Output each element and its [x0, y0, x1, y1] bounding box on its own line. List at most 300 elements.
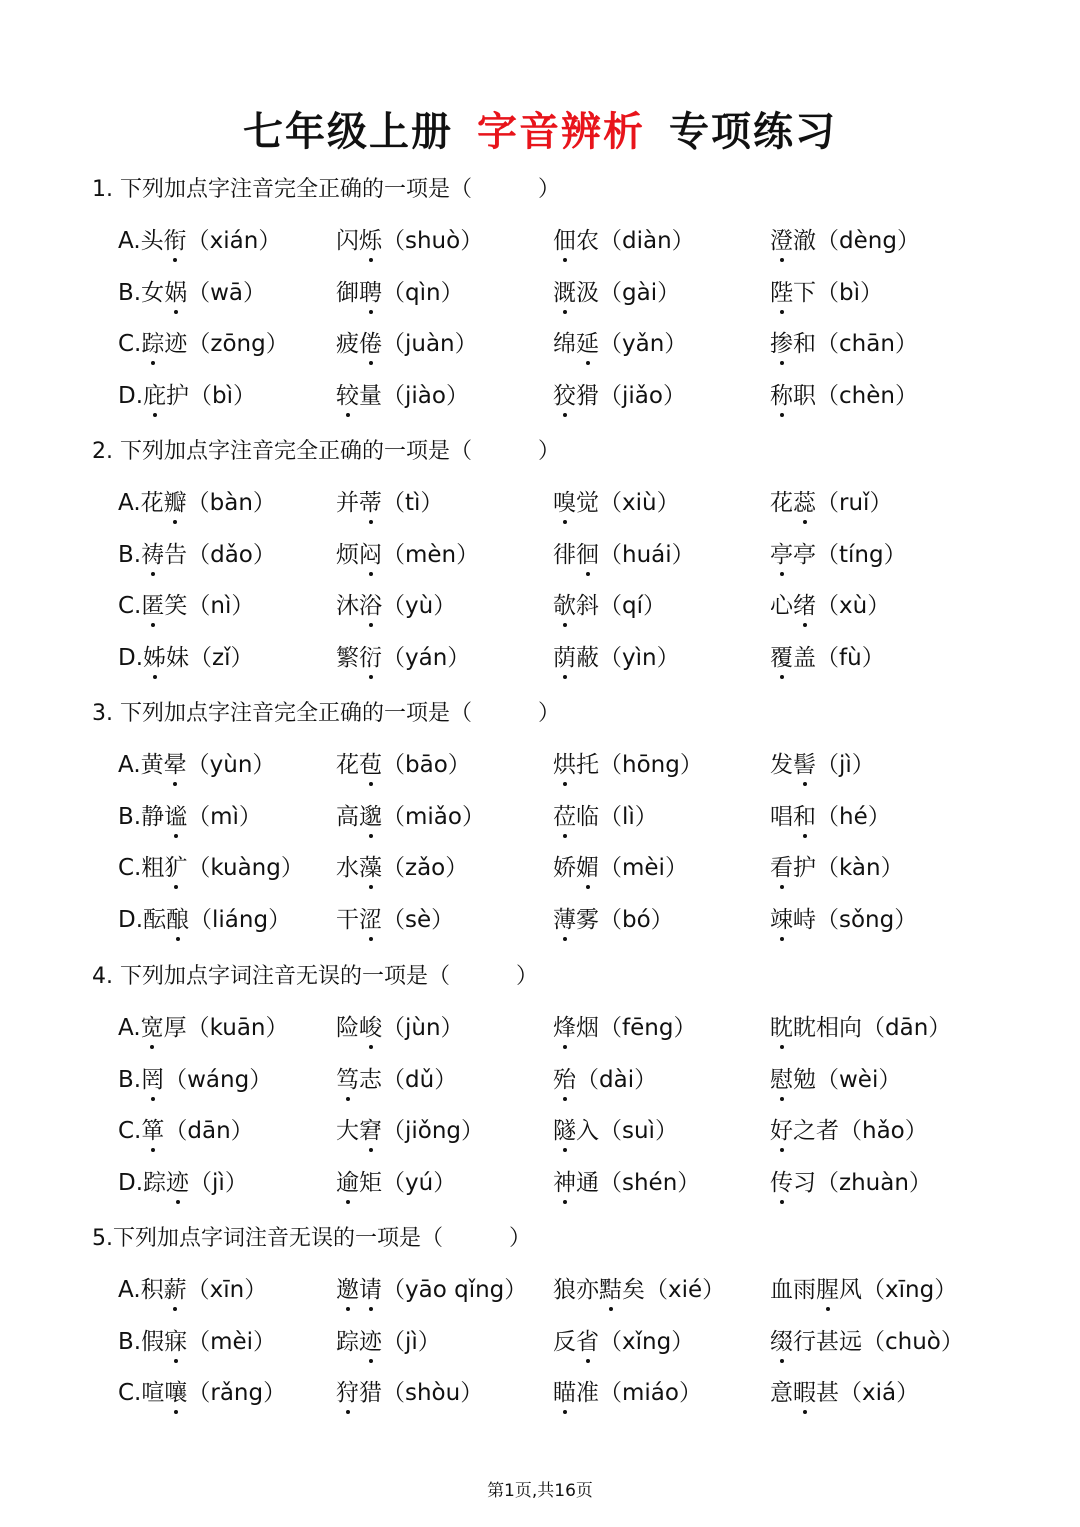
pinyin: hé	[839, 803, 868, 830]
pinyin: jùn	[405, 1015, 441, 1041]
pinyin: chèn	[839, 382, 895, 409]
pinyin: xié	[668, 1277, 703, 1303]
word-wrap	[143, 642, 189, 674]
paren-close: ）	[677, 1169, 701, 1196]
pinyin: suì	[622, 1118, 655, 1144]
emphasis-dot	[369, 834, 373, 838]
word: 覆盖	[770, 644, 816, 671]
word-wrap	[336, 1377, 382, 1409]
paren-close: ）	[461, 803, 485, 830]
emphasis-dot	[369, 1359, 373, 1363]
word-wrap	[336, 904, 382, 936]
word-wrap	[336, 801, 382, 833]
paren-close: ）	[662, 382, 686, 409]
paren-close: ）	[880, 855, 904, 881]
paren-open: （	[599, 490, 622, 516]
paren-open: （	[382, 1169, 405, 1196]
option-row	[118, 749, 875, 801]
word: 殆	[553, 1066, 576, 1093]
word-wrap	[141, 1377, 187, 1409]
word-wrap	[770, 1377, 839, 1409]
word: 绵延	[553, 331, 599, 357]
paren-close: ）	[860, 279, 883, 306]
paren-close: ）	[454, 331, 478, 357]
word-wrap	[143, 1167, 189, 1199]
word-wrap	[553, 749, 599, 781]
option-item	[336, 1377, 483, 1409]
paren-open: （	[382, 1380, 405, 1406]
pinyin: xīn	[209, 1277, 245, 1303]
word: 黄晕	[140, 752, 187, 778]
option-item	[553, 904, 674, 936]
paren-open: （	[839, 1118, 862, 1144]
word-wrap	[553, 1064, 576, 1096]
option-item	[553, 1064, 657, 1096]
option-item	[553, 1377, 702, 1409]
option-item	[336, 1064, 457, 1096]
emphasis-dot	[173, 520, 177, 524]
paren-open: （	[382, 752, 405, 778]
word: 女娲	[141, 279, 188, 306]
paren-close: ）	[252, 752, 276, 778]
paren-close: ）	[253, 1328, 277, 1355]
word: 踪迹	[141, 331, 188, 357]
paren-open: （	[862, 1015, 885, 1041]
word: 花苞	[336, 752, 382, 778]
emphasis-dot	[563, 834, 567, 838]
word: 眈眈相向	[770, 1015, 862, 1041]
option-item	[336, 1012, 464, 1044]
word: 粗犷	[141, 855, 188, 881]
pinyin: yìn	[622, 644, 657, 671]
option-item	[553, 1274, 725, 1306]
question-4	[92, 962, 952, 1218]
pinyin: bì	[212, 382, 234, 409]
word-wrap	[336, 1064, 382, 1096]
paren-open: （	[382, 331, 405, 357]
emphasis-dot	[563, 520, 567, 524]
option-label: B.	[118, 1066, 142, 1093]
word: 喧嚷	[141, 1380, 188, 1406]
paren-close: ）	[268, 906, 292, 933]
page-footer: 第1页,共16页	[487, 1481, 593, 1501]
pinyin: dài	[599, 1066, 635, 1093]
paren-open: （	[599, 382, 622, 409]
option-item	[336, 1115, 484, 1147]
word-wrap	[770, 1064, 816, 1096]
option-item	[770, 852, 904, 884]
word-wrap	[553, 852, 599, 884]
option-item	[770, 642, 885, 674]
paren-close: ）	[243, 279, 266, 306]
pinyin: nì	[210, 593, 232, 619]
word: 匿笑	[141, 593, 188, 619]
option-item	[770, 801, 891, 833]
emphasis-dot	[174, 1410, 178, 1414]
pinyin: dǎo	[210, 541, 253, 568]
option-item	[118, 225, 281, 257]
emphasis-dot	[803, 1410, 807, 1414]
emphasis-dot	[369, 885, 373, 889]
paren-close: ）	[504, 1277, 528, 1303]
word: 慰勉	[770, 1066, 816, 1093]
emphasis-dot	[174, 834, 178, 838]
emphasis-dot	[346, 1410, 350, 1414]
option-row	[118, 1115, 928, 1167]
paren-open: （	[599, 279, 622, 306]
word-wrap	[770, 749, 816, 781]
paren-open: （	[189, 906, 213, 933]
pinyin: juàn	[405, 331, 455, 357]
pinyin: shòu	[405, 1380, 461, 1406]
paren-open: （	[816, 906, 839, 933]
paren-close: ）	[244, 1277, 268, 1303]
word: 高邈	[336, 803, 382, 830]
word-wrap	[141, 1064, 164, 1096]
word: 娇媚	[553, 855, 599, 881]
pinyin: mèi	[622, 855, 665, 881]
word-wrap	[336, 1326, 382, 1358]
word: 看护	[770, 855, 816, 881]
pinyin: jì	[212, 1169, 225, 1196]
emphasis-dot	[346, 1307, 350, 1311]
paren-open: （	[187, 541, 211, 568]
pinyin: yāo qǐng	[405, 1277, 505, 1303]
word: 庇护	[143, 382, 190, 409]
paren-close: ）	[252, 490, 276, 516]
pinyin: bàn	[209, 490, 253, 516]
word: 嗅觉	[553, 490, 599, 516]
word: 溉汲	[553, 279, 599, 306]
paren-open: （	[187, 803, 211, 830]
emphasis-dot	[176, 937, 180, 941]
option-label: B.	[118, 1328, 142, 1355]
option-item	[553, 277, 680, 309]
pinyin: hōng	[622, 752, 680, 778]
paren-close: ）	[896, 228, 920, 254]
pinyin: shén	[622, 1169, 678, 1196]
word-wrap	[553, 225, 599, 257]
emphasis-dot	[780, 1097, 784, 1101]
option-item	[553, 1115, 678, 1147]
paren-close: ）	[904, 1118, 928, 1144]
emphasis-dot	[563, 623, 567, 627]
paren-close: ）	[883, 541, 907, 568]
pinyin: yú	[405, 1169, 434, 1196]
option-item	[770, 380, 918, 412]
word: 意暇甚	[770, 1380, 839, 1406]
option-item	[770, 1064, 901, 1096]
emphasis-dot	[563, 413, 567, 417]
word: 邀请	[336, 1277, 382, 1303]
paren-close: ）	[654, 1118, 678, 1144]
word-wrap	[770, 1115, 839, 1147]
word: 竦峙	[770, 906, 816, 933]
word-wrap	[770, 1274, 862, 1306]
option-item	[553, 852, 688, 884]
title-part-1: 七年级上册	[243, 109, 453, 155]
paren-close: ）	[878, 1066, 902, 1093]
word-wrap	[336, 277, 382, 309]
word-wrap	[141, 1012, 187, 1044]
option-item	[118, 1167, 248, 1199]
option-row	[118, 277, 883, 329]
word: 瞄准	[553, 1380, 599, 1406]
paren-close: ）	[440, 279, 464, 306]
paren-open: （	[382, 1015, 405, 1041]
option-item	[336, 225, 483, 257]
paren-open: （	[382, 228, 405, 254]
pinyin: xiù	[622, 490, 657, 516]
option-item	[770, 904, 917, 936]
paren-open: （	[862, 1277, 885, 1303]
paren-close: ）	[673, 1015, 697, 1041]
paren-open: （	[816, 1066, 839, 1093]
question-2	[92, 437, 907, 693]
paren-open: （	[599, 331, 622, 357]
option-item	[770, 1115, 928, 1147]
paren-open: （	[816, 541, 839, 568]
emphasis-dot	[803, 834, 807, 838]
paren-open: （	[816, 855, 839, 881]
emphasis-dot	[609, 1307, 613, 1311]
option-label: A.	[118, 752, 141, 778]
emphasis-dot	[174, 1359, 178, 1363]
option-item	[336, 1326, 441, 1358]
word-wrap	[336, 487, 382, 519]
emphasis-dot	[803, 520, 807, 524]
emphasis-dot	[173, 1307, 177, 1311]
paren-close: ）	[671, 228, 695, 254]
emphasis-dot	[174, 310, 178, 314]
emphasis-dot	[151, 1148, 155, 1152]
option-label: D.	[118, 1169, 144, 1196]
word-wrap	[770, 590, 816, 622]
word: 烽烟	[553, 1015, 599, 1041]
option-label: A.	[118, 490, 141, 516]
paren-close: ）	[643, 593, 666, 619]
word-wrap	[770, 801, 816, 833]
paren-open: （	[816, 228, 839, 254]
word-wrap	[553, 380, 599, 412]
paren-close: ）	[894, 906, 918, 933]
emphasis-dot	[780, 885, 784, 889]
option-item	[336, 642, 470, 674]
word-wrap	[336, 1012, 382, 1044]
word: 水藻	[336, 855, 382, 881]
paren-open: （	[599, 855, 622, 881]
option-row	[118, 539, 907, 591]
paren-close: ）	[894, 331, 918, 357]
emphasis-dot	[563, 258, 567, 262]
paren-open: （	[816, 279, 839, 306]
pinyin: bó	[622, 906, 651, 933]
option-label: B.	[118, 803, 142, 830]
word: 狼亦黠矣	[553, 1277, 645, 1303]
option-item	[118, 380, 256, 412]
paren-open: （	[186, 752, 210, 778]
paren-close: ）	[456, 541, 480, 568]
option-item	[553, 380, 686, 412]
paren-open: （	[382, 541, 405, 568]
paren-open: （	[187, 593, 211, 619]
option-item	[118, 642, 254, 674]
word: 荫蔽	[553, 644, 599, 671]
word: 闪烁	[336, 228, 382, 254]
pinyin: miǎo	[405, 803, 462, 830]
option-row	[118, 225, 920, 277]
paren-close: ）	[461, 1118, 485, 1144]
pinyin: zǐ	[212, 644, 231, 671]
paren-close: ）	[664, 855, 688, 881]
paren-open: （	[839, 1380, 862, 1406]
option-item	[118, 801, 262, 833]
paren-close: ）	[851, 752, 875, 778]
emphasis-dot	[780, 361, 784, 365]
pinyin: kàn	[839, 855, 881, 881]
word: 踪迹	[336, 1328, 382, 1355]
emphasis-dot	[150, 1045, 154, 1049]
word: 逾矩	[336, 1169, 382, 1196]
option-label: C.	[118, 593, 142, 619]
word: 狡猾	[553, 382, 599, 409]
pinyin: sè	[405, 906, 432, 933]
paren-open: （	[599, 644, 622, 671]
paren-close: ）	[678, 1380, 702, 1406]
word: 积薪	[140, 1277, 187, 1303]
emphasis-dot	[151, 572, 155, 576]
option-item	[553, 328, 687, 360]
word-wrap	[553, 1326, 599, 1358]
paren-open: （	[382, 1066, 405, 1093]
pinyin: mì	[210, 803, 239, 830]
paren-close: ）	[231, 593, 255, 619]
word-wrap	[553, 1274, 645, 1306]
option-row	[118, 1274, 958, 1326]
option-label: D.	[118, 382, 144, 409]
option-item	[770, 1377, 919, 1409]
emphasis-dot	[780, 413, 784, 417]
emphasis-dot	[369, 361, 373, 365]
word: 心绪	[770, 593, 816, 619]
pinyin: hǎo	[862, 1118, 905, 1144]
emphasis-dot	[563, 1410, 567, 1414]
emphasis-dot	[346, 1097, 350, 1101]
option-item	[118, 1326, 276, 1358]
word-wrap	[336, 1274, 382, 1306]
word: 薄雾	[553, 906, 599, 933]
paren-close: ）	[417, 1328, 441, 1355]
paren-close: ）	[431, 906, 455, 933]
pinyin: xián	[209, 228, 259, 254]
pinyin: zǎo	[405, 855, 446, 881]
option-item	[770, 328, 918, 360]
paren-open: （	[645, 1277, 668, 1303]
pinyin: wā	[210, 279, 243, 306]
word: 血雨腥风	[770, 1277, 862, 1303]
pinyin: qí	[622, 593, 643, 619]
paren-open: （	[382, 644, 405, 671]
option-item	[118, 328, 289, 360]
pinyin: sǒng	[839, 906, 895, 933]
word-wrap	[553, 1012, 599, 1044]
option-item	[553, 225, 695, 257]
option-row	[118, 801, 891, 853]
word-wrap	[553, 590, 599, 622]
paren-open: （	[382, 1277, 405, 1303]
option-label: A.	[118, 1015, 141, 1041]
paren-open: （	[599, 228, 622, 254]
pinyin: yǎn	[622, 331, 665, 357]
paren-open: （	[599, 803, 622, 830]
pinyin: xù	[839, 593, 868, 619]
word: 好之者	[770, 1118, 839, 1144]
paren-close: ）	[433, 593, 457, 619]
option-row	[118, 487, 893, 539]
option-row	[118, 1377, 920, 1429]
pinyin: xǐng	[622, 1328, 672, 1355]
option-item	[770, 1326, 964, 1358]
word: 发髻	[770, 752, 816, 778]
paren-close: ）	[634, 803, 658, 830]
emphasis-dot	[563, 310, 567, 314]
word: 花蕊	[770, 490, 816, 516]
option-label: C.	[118, 331, 142, 357]
option-item	[118, 1115, 254, 1147]
paren-close: ）	[447, 752, 471, 778]
option-label: A.	[118, 1277, 141, 1303]
word: 佃农	[553, 228, 599, 254]
word: 祷告	[141, 541, 188, 568]
pinyin: jiǒng	[405, 1118, 462, 1144]
word: 姊妹	[143, 644, 190, 671]
emphasis-dot	[563, 782, 567, 786]
option-item	[336, 749, 471, 781]
word-wrap	[143, 904, 189, 936]
word-wrap	[141, 225, 187, 257]
word-wrap	[336, 328, 382, 360]
paren-close: ）	[230, 644, 254, 671]
pinyin: wáng	[187, 1066, 250, 1093]
emphasis-dot	[151, 1097, 155, 1101]
paren-open: （	[382, 906, 405, 933]
question-stem: 4. 下列加点字词注音无误的一项是（ ）	[92, 964, 538, 989]
word: 疲倦	[336, 331, 382, 357]
paren-close: ）	[656, 490, 680, 516]
pinyin: bì	[839, 279, 860, 306]
word: 称职	[770, 382, 816, 409]
word: 反省	[553, 1328, 599, 1355]
option-item	[770, 1012, 951, 1044]
paren-close: ）	[445, 855, 469, 881]
emphasis-dot	[780, 1200, 784, 1204]
question-3	[92, 699, 918, 955]
paren-open: （	[186, 228, 210, 254]
pinyin: jiào	[405, 382, 446, 409]
pinyin: fù	[839, 644, 862, 671]
word-wrap	[336, 642, 382, 674]
paren-close: ）	[280, 855, 304, 881]
option-row	[118, 328, 918, 380]
emphasis-dot	[369, 1307, 373, 1311]
word: 掺和	[770, 331, 816, 357]
paren-open: （	[186, 1277, 210, 1303]
option-row	[118, 1012, 952, 1064]
paren-close: ）	[702, 1277, 726, 1303]
pinyin: xīng	[885, 1277, 935, 1303]
word-wrap	[553, 904, 599, 936]
paren-open: （	[164, 1118, 188, 1144]
